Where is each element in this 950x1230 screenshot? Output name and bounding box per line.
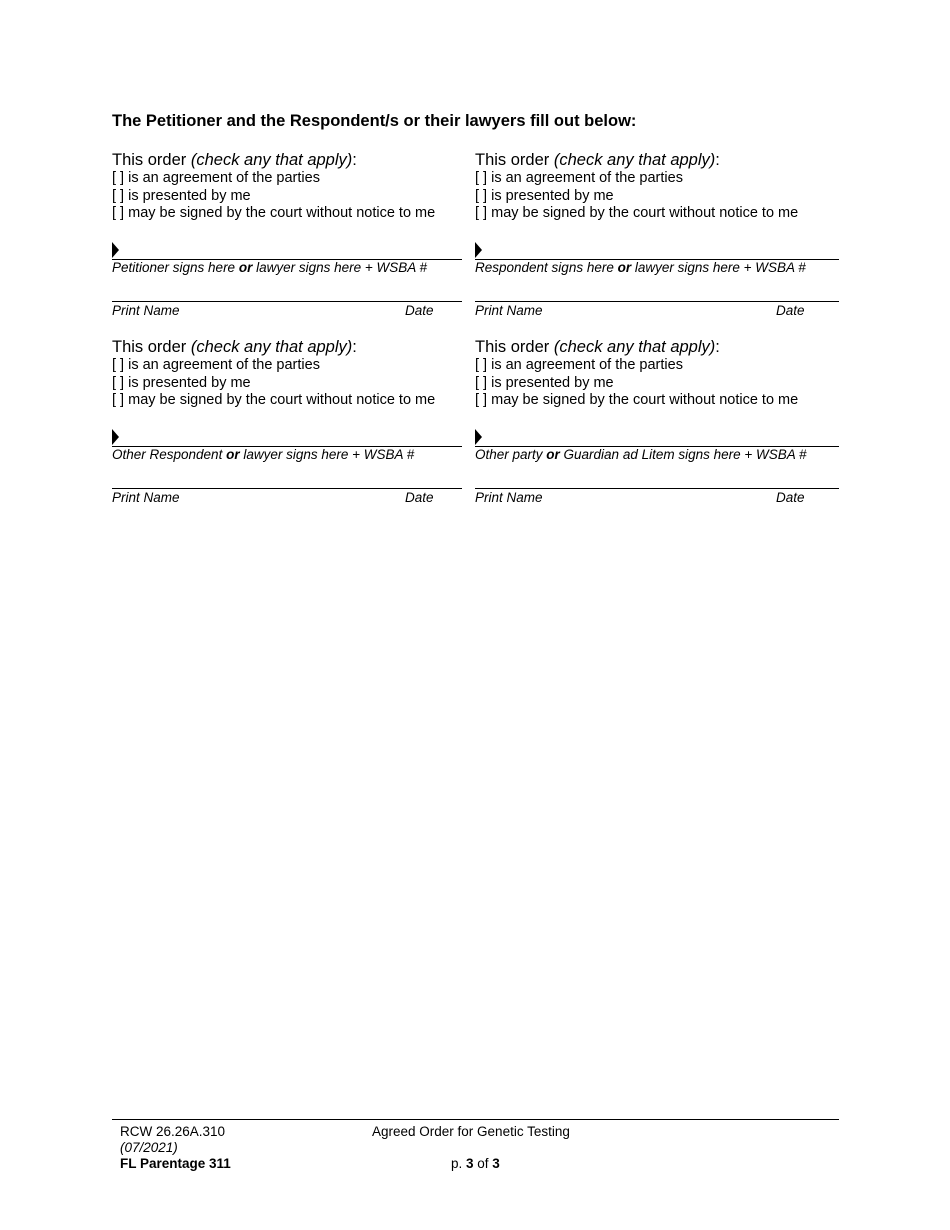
option-presented[interactable]: [ ] is presented by me: [475, 187, 614, 204]
footer-rcw: RCW 26.26A.310: [120, 1124, 226, 1139]
footer-revision: (07/2021): [120, 1140, 178, 1155]
date-label: Date: [776, 303, 805, 318]
petitioner-block: [112, 150, 462, 325]
footer-rule: [112, 1119, 839, 1120]
other-respondent-block: [112, 337, 462, 512]
other-party-signature-line[interactable]: [475, 428, 839, 447]
option-presented[interactable]: [ ] is presented by me: [475, 374, 614, 391]
respondent-signature-label: Respondent signs here or lawyer signs here + WSBA #: [475, 260, 806, 275]
respondent-signature-line[interactable]: [475, 241, 839, 260]
option-no-notice[interactable]: [ ] may be signed by the court without notice to me: [475, 205, 799, 221]
sign-arrow-icon: [475, 429, 482, 445]
option-presented[interactable]: [ ] is presented by me: [112, 187, 251, 204]
order-title: This order (check any that apply):: [475, 151, 720, 169]
date-label: Date: [776, 490, 805, 505]
option-no-notice[interactable]: [ ] may be signed by the court without notice to me: [112, 205, 436, 221]
other-party-print-name-line[interactable]: [475, 488, 839, 489]
option-agreement[interactable]: [ ] is an agreement of the parties: [475, 170, 683, 186]
other-party-signature-label: Other party or Guardian ad Litem signs here + WSBA #: [475, 447, 807, 462]
respondent-block: [475, 150, 839, 325]
petitioner-signature-label: Petitioner signs here or lawyer signs here + WSBA #: [112, 260, 428, 275]
footer-page-number: p. 3 of 3: [451, 1156, 500, 1171]
sign-arrow-icon: [112, 429, 119, 445]
sign-arrow-icon: [475, 242, 482, 258]
order-title: This order (check any that apply):: [112, 151, 357, 169]
order-title: This order (check any that apply):: [475, 338, 720, 356]
footer-form-id: FL Parentage 311: [120, 1156, 231, 1171]
order-title: This order (check any that apply):: [112, 338, 357, 356]
page-heading: The Petitioner and the Respondent/s or their lawyers fill out below:: [112, 112, 637, 130]
date-label: Date: [405, 303, 434, 318]
option-no-notice[interactable]: [ ] may be signed by the court without notice to me: [475, 392, 799, 408]
option-agreement[interactable]: [ ] is an agreement of the parties: [475, 357, 683, 373]
option-presented[interactable]: [ ] is presented by me: [112, 374, 251, 391]
other-respondent-signature-line[interactable]: [112, 428, 462, 447]
print-name-label: Print Name: [112, 490, 180, 505]
option-agreement[interactable]: [ ] is an agreement of the parties: [112, 170, 320, 186]
print-name-label: Print Name: [112, 303, 180, 318]
other-respondent-signature-label: Other Respondent or lawyer signs here + WSBA #: [112, 447, 415, 462]
print-name-label: Print Name: [475, 303, 543, 318]
date-label: Date: [405, 490, 434, 505]
respondent-print-name-line[interactable]: [475, 301, 839, 302]
footer-form-title: Agreed Order for Genetic Testing: [372, 1124, 570, 1139]
petitioner-print-name-line[interactable]: [112, 301, 462, 302]
sign-arrow-icon: [112, 242, 119, 258]
petitioner-signature-line[interactable]: [112, 241, 462, 260]
other-party-block: [475, 337, 839, 512]
print-name-label: Print Name: [475, 490, 543, 505]
other-respondent-print-name-line[interactable]: [112, 488, 462, 489]
option-agreement[interactable]: [ ] is an agreement of the parties: [112, 357, 320, 373]
option-no-notice[interactable]: [ ] may be signed by the court without notice to me: [112, 392, 436, 408]
